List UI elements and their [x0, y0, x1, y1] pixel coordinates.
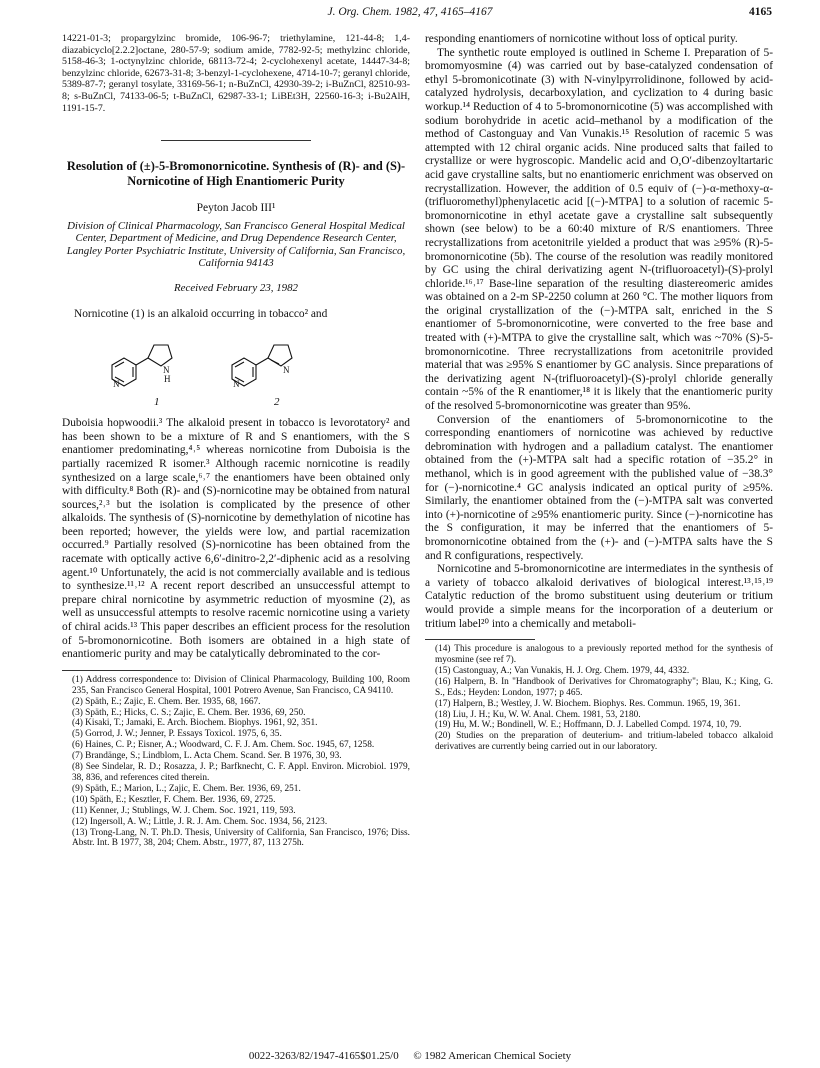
page-footer: [0, 1050, 820, 1062]
journal-citation: J. Org. Chem. 1982, 47, 4165–4167: [327, 6, 493, 18]
footnote-divider: [62, 670, 172, 671]
footnote: (19) Hu, M. W.; Bondinell, W. E.; Hoffmann, D. J. Labelled Compd. 1974, 10, 79.: [435, 720, 742, 731]
footnote: (16) Halpern, B. In "Handbook of Derivatives for Chromatography"; Blau, K.; King, G. S., Eds.; Heyden: London, 1977; p 465.: [435, 676, 773, 698]
footnote: (8) See Sindelar, R. D.; Rosazza, J. P.; Barfknecht, C. F. Appl. Environ. Microbiol. 1979, 38, 836, and references cited therein.: [72, 762, 410, 783]
footnote: (6) Haines, C. P.; Eisner, A.; Woodward, C. F. J. Am. Chem. Soc. 1945, 67, 1258.: [72, 740, 375, 751]
footnote: (4) Kisaki, T.; Jamaki, E. Arch. Biochem. Biophys. 1961, 92, 351.: [72, 718, 318, 729]
footnote: (9) Späth, E.; Marion, L.; Zajic, E. Chem. Ber. 1936, 69, 251.: [72, 783, 301, 794]
footnote: (13) Trong-Lang, N. T. Ph.D. Thesis, University of California, San Francisco, 1976; Diss. Abstr. Int. B 1977, 38, 204; Chem. Abstr., 1977, 87, 113 275h.: [72, 827, 410, 849]
pyrrolidine-n-label: N: [163, 365, 170, 376]
footnote: (5) Gorrod, J. W.; Jenner, P. Essays Toxicol. 1975, 6, 35.: [72, 729, 282, 740]
footnote: (15) Castonguay, A.; Van Vunakis, H. J. Org. Chem. 1979, 44, 4332.: [435, 665, 690, 676]
compound-number-1: 1: [154, 396, 160, 409]
footnote: (10) Späth, E.; Kesztler, F. Chem. Ber. 1936, 69, 2725.: [72, 794, 276, 805]
chemical-structures: [62, 325, 410, 411]
body-text-right-4: Nornicotine and 5-bromonornicotine are intermediates in the synthesis of a variety of tobacco alkaloid derivatives of biological interest.¹³˒¹⁵˒¹⁹ Catalytic reduction of the bromo substituent using deuterium or tritium would provide a simple means for the incorporation of a deuterium or tritium label²⁰ into a chemically and metaboli-: [425, 563, 773, 630]
pyridine-n-label-1: N: [113, 379, 120, 390]
pyrroline-n-label: N: [283, 365, 290, 376]
running-header: [40, 6, 780, 22]
author-name: Peyton Jacob III¹: [196, 201, 276, 214]
body-text-right-3: Conversion of the enantiomers of 5-bromonornicotine to the corresponding enantiomers of nornicotine was achieved by reductive debromination with hydrogen and a palladium catalyst. The enantiomer obtained from the (+)-MTPA salt had a specific rotation of −35.2° in methanol, which is in good agreement with the published value of −38.3° for (−)-nornicotine.⁴ GC analysis indicated an optical purity of ≥95%. Similarly, the enantiomer obtained from the (−)-MTPA salt was converted into (+)-nornicotine of ≥95% enantiomeric purity. Since (−)-nornicotine has the S configuration, it may be inferred that the enantiomers of 5-bromonornicotine obtained from the (+)- and (−)-MTPA salts have the S and R configurations, respectively.: [425, 413, 773, 562]
author-affiliation: Division of Clinical Pharmacology, San Francisco General Hospital Medical Center, Department of Medicine, and Drug Dependence Research Center, Langley Porter Psychiatric Institute, University of California, San Francisco, California 94143: [66, 219, 406, 270]
footnote: (12) Ingersoll, A. W.; Little, J. R. J. Am. Chem. Soc. 1934, 56, 2123.: [72, 816, 328, 827]
registry-numbers: 14221-01-3; propargylzinc bromide, 106-96-7; triethylamine, 121-44-8; 1,4-diazabicyclo[2.2.2]octane, 280-57-9; sodium amide, 7782-92-5; methylzinc chloride, 5158-46-3; 1-octynylzinc chloride, 68113-72-4; 2-cyclohexenyl acetate, 14447-34-8; benzylzinc chloride, 62673-31-8; 3-benzyl-1-cyclohexene, 4714-10-7; geranyl chloride, 5389-87-7; geranyl tosylate, 33169-56-1; n-BuZnCl, 42930-39-2; i-BuZnCl, 82510-93-8; s-BuZnCl, 74133-06-5; t-BuZnCl, 62987-33-1; LiBEt3H, 22560-16-3; i-Bu2AlH, 1191-15-7.: [62, 33, 410, 114]
footnote: (3) Späth, E.; Hicks, C. S.; Zajic, E. Chem. Ber. 1936, 69, 250.: [72, 707, 306, 718]
copyright-notice: © 1982 American Chemical Society: [413, 1050, 572, 1062]
left-column: [62, 33, 410, 849]
article-code: 0022-3263/82/1947-4165$01.25/0: [248, 1050, 399, 1062]
right-column: [425, 33, 773, 753]
footnote: (18) Liu, J. H.; Ku, W. W. Anal. Chem. 1981, 53, 2180.: [435, 709, 641, 720]
nornicotine-myosmine-structures: [82, 325, 382, 411]
footnote: (20) Studies on the preparation of deuterium- and tritium-labeled tobacco alkaloid derivatives are currently being carried out in our laboratory.: [435, 731, 773, 753]
pyrrolidine-h-label: H: [164, 374, 171, 385]
footnotes-right: [425, 644, 773, 753]
pyridine-n-label-2: N: [233, 379, 240, 390]
footnote: (1) Address correspondence to: Division of Clinical Pharmacology, Building 100, Room 235, San Francisco General Hospital, 1001 Potrero Avenue, San Francisco, CA 94110.: [72, 674, 410, 696]
intro-text: Nornicotine (1) is an alkaloid occurring in tobacco² and: [74, 307, 328, 320]
footnote: (7) Brandänge, S.; Lindblom, L. Acta Chem. Scand. Ser. B 1976, 30, 93.: [72, 751, 342, 762]
section-divider: [161, 140, 311, 141]
footnote-divider: [425, 639, 535, 640]
body-text-right-2: The synthetic route employed is outlined in Scheme I. Preparation of 5-bromomyosmine (4) was carried out by base-catalyzed condensation of ethyl 5-bromonicotinate (3) with N-vinylpyrrolidinone, followed by acid-catalyzed hydrolysis, decarboxylation, and cyclization to 4 during basic workup.¹⁴ Reduction of 4 to 5-bromonornicotine (5) was accomplished with sodium borohydride in acetic acid–methanol by a modification of the method of Castonguay and Van Vunakis.¹⁵ Resolution of racemic 5 was attempted with 12 chiral organic acids. Nine produced salts that failed to crystallize or were hygroscopic. Mandelic acid and O,O′-dibenzoyltartaric acid gave crystalline salts, but no enantiomeric enrichment was observed on recrystallization. However, the addition of 0.5 equiv of (−)-α-methoxy-α-(trifluoromethyl)phenylacetic acid [(−)-MTPA] to a solution of racemic 5-bromonornicotine in ethyl acetate gave a crystalline salt subsequently shown (see below) to be a 60:40 mixture of R/S enantiomers. Three recrystallizations from acetonitrile yielded a product that was ≥95% (R)-5-bromonornicotine (5b). The course of the resolution was readily monitored by GC using the chiral derivatizing agent N-(trifluoroacetyl)-(S)-prolyl chloride.¹⁶˒¹⁷ Base-line separation of the resulting diastereomeric amides was obtained on a 2-m SP-2250 column at 260 °C. The mother liquors from the original crystallization of the (−)-MTPA salt, enriched in the S enantiomer of 5-bromonornicotine, were converted to the free base and treated with (+)-MTPA to give the crystalline salt, which was ~70% (S)-5-bromonornicotine. Three recrystallizations from acetonitrile provided material that was ≥95% S enantiomer by GC analysis. Since preparations of the derivatizing agent N-(trifluoroacetyl)-(S)-prolyl chloride generally contain ~5% of the R enantiomer,¹⁸ it is likely that the enantiomeric purity of the resolved 5-bromonornicotine was greater than 95%.: [425, 46, 773, 413]
compound-number-2: 2: [274, 396, 280, 409]
page-number: 4165: [749, 6, 772, 18]
footnote: (11) Kenner, J.; Stublings, W. J. Chem. Soc. 1921, 119, 593.: [72, 805, 296, 816]
body-text-right-1: responding enantiomers of nornicotine without loss of optical purity.: [425, 33, 738, 45]
footnote: (17) Halpern, B.; Westley, J. W. Biochem. Biophys. Res. Commun. 1965, 19, 361.: [435, 698, 741, 709]
footnote: (14) This procedure is analogous to a previously reported method for the synthesis of myosmine (see ref 7).: [435, 644, 773, 666]
article-title: Resolution of (±)-5-Bromonornicotine. Synthesis of (R)- and (S)-Nornicotine of High Enantiomeric Purity: [66, 159, 406, 188]
body-text-left: Duboisia hopwoodii.³ The alkaloid present in tobacco is levorotatory² and has been shown to be a mixture of R and S enantiomers, with the S enantiomer predominating,⁴˒⁵ whereas nornicotine from Duboisia is the partially racemized R isomer.³ Although racemic nornicotine is readily synthesized on a large scale,⁶˒⁷ the enantiomers have been obtained only with difficulty.⁸ Both (R)- and (S)-nornicotine may be obtained from natural sources,²˒³ but the isolation is complicated by the presence of other alkaloids. The synthesis of (S)-nornicotine by demethylation of nicotine has been reported; however, the yields were low, and partial racemization occurred.⁹ Partially resolved (S)-nornicotine has been obtained from the racemate with optically active 6,6′-dinitro-2,2′-diphenic acid as a resolving agent.¹⁰ Unfortunately, the acid is not commercially available and is tedious to synthesize.¹¹˒¹² A recent report described an unsuccessful attempt to prepare chiral nornicotine by asymmetric reduction of myosmine (2), as well as unsuccessful attempts to resolve racemic nornicotine using a variety of chiral acids.¹³ This paper describes an efficient process for the resolution of 5-bromonornicotine. Both isomers are obtained in a high state of enantiomeric purity and may be catalytically debrominated to the cor-: [62, 417, 410, 661]
footnote: (2) Späth, E.; Zajic, E. Chem. Ber. 1935, 68, 1667.: [72, 696, 261, 707]
received-date: Received February 23, 1982: [174, 281, 298, 294]
footnotes-left: [62, 675, 410, 850]
